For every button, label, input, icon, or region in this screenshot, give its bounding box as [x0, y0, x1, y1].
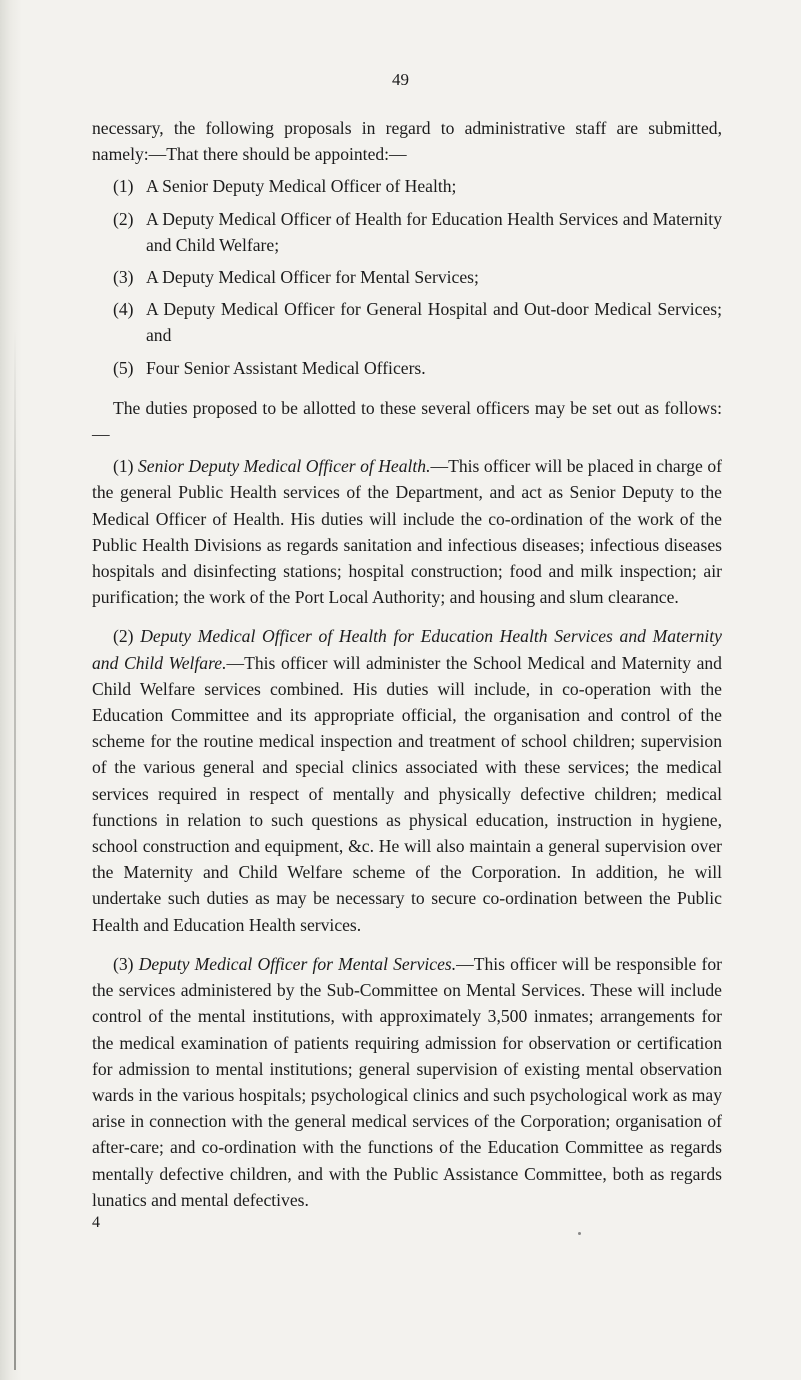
- proposal-text: A Senior Deputy Medical Officer of Health;: [146, 176, 457, 197]
- proposal-item: [92, 355, 722, 381]
- proposal-number: (4): [113, 299, 134, 320]
- duty-paragraph-senior-deputy: [92, 453, 722, 610]
- intro-paragraph: necessary, the following proposals in regard to administrative staff are submitted, namely:—That there should be appointed:—: [92, 118, 722, 165]
- proposal-number: (2): [113, 208, 134, 229]
- duty-number: (2): [113, 626, 134, 647]
- proposal-item: [92, 173, 722, 199]
- signature-mark: 4: [92, 1213, 100, 1231]
- proposal-item: [92, 206, 722, 258]
- duty-text: —This officer will be responsible for the services administered by the Sub-Committee on Mental Services. These will include control of the mental institutions, with approximately 3,500 inmates; arrangements for the medical examination of patients requiring admission for observation or certification for admission to mental institutions; general supervision of existing mental observation wards in the various hospitals; psychological clinics and such psychological work as may arise in connection with the general medical services of the Corporation; organisation of after-care; and co-ordination with the functions of the Education Committee as regards mentally defective children, and with the Public Assistance Committee, both as regards lunatics and mental defectives.: [92, 953, 723, 1210]
- speck-mark: [578, 1232, 581, 1235]
- duty-text: —This officer will administer the School Medical and Maternity and Child Welfare services combined. His duties will include, in co-operation with the Education Committee and its appropriate official, the organisation and control of the scheme for the routine medical inspection and treatment of school children; supervision of the various general and special clinics associated with these services; the medical services required in respect of mentally and physically defective children; medical functions in relation to such questions as physical education, instruction in hygiene, school construction and equipment, &c. He will also maintain a general supervision over the Maternity and Child Welfare scheme of the Corporation. In addition, he will undertake such duties as may be necessary to secure co-ordination between the Public Health and Education Health services.: [92, 652, 722, 935]
- proposal-text: A Deputy Medical Officer for General Hospital and Out-door Medical Services; and: [146, 299, 722, 346]
- duties-intro-paragraph: The duties proposed to be allotted to these several officers may be set out as follows:—: [92, 397, 722, 445]
- duty-paragraph-mental-services: [92, 951, 722, 1213]
- proposal-number: (3): [113, 267, 134, 288]
- proposal-text: Four Senior Assistant Medical Officers.: [146, 357, 426, 378]
- duty-number: (1): [113, 456, 134, 477]
- duty-title: Deputy Medical Officer of Health for Education Health Services and Maternity and Child Welfare.: [92, 626, 722, 673]
- proposal-item: [92, 264, 722, 290]
- duty-title: Senior Deputy Medical Officer of Health.: [137, 456, 431, 477]
- duty-text: —This officer will be placed in charge of the general Public Health services of the Department, and act as Senior Deputy to the Medical Officer of Health. His duties will include the co-ordination of the work of the Public Health Divisions as regards sanitation and infectious diseases; infectious diseases hospitals and disinfecting stations; hospital construction; food and milk inspection; air purification; the work of the Port Local Authority; and housing and slum clearance.: [92, 456, 722, 608]
- proposal-number: (1): [113, 176, 134, 197]
- duty-paragraph-education-health: [92, 623, 722, 937]
- body-text: [92, 115, 722, 1233]
- duty-title: Deputy Medical Officer for Mental Services.: [138, 953, 457, 974]
- proposal-number: (5): [113, 357, 134, 378]
- proposal-text: A Deputy Medical Officer for Mental Services;: [146, 267, 479, 288]
- page-number: 49: [392, 70, 409, 89]
- duty-number: (3): [113, 953, 134, 974]
- proposal-text: A Deputy Medical Officer of Health for Education Health Services and Maternity and Child Welfare;: [146, 208, 722, 255]
- proposals-list: [92, 173, 722, 380]
- proposal-item: [92, 296, 722, 348]
